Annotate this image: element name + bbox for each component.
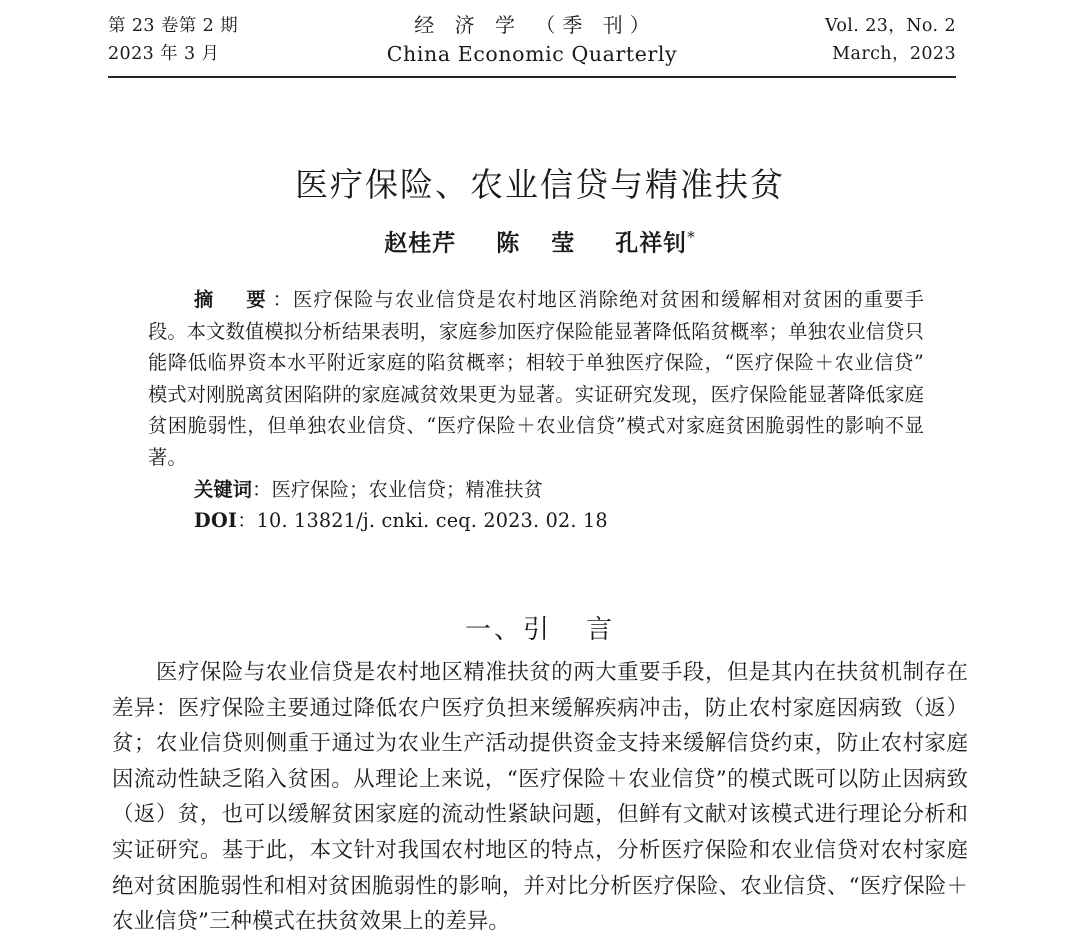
author-name-1: 赵桂芹 bbox=[384, 229, 457, 257]
keywords-value: 医疗保险；农业信贷；精准扶贫 bbox=[271, 477, 543, 501]
article-title: 医疗保险、农业信贷与精准扶贫 bbox=[295, 165, 785, 205]
doi-value: 10. 13821/j. cnki. ceq. 2023. 02. 18 bbox=[256, 508, 608, 532]
body-paragraph-1: 医疗保险与农业信贷是农村地区精准扶贫的两大重要手段，但是其内在扶贫机制存在差异：医疗保险主要通过降低农户医疗负担来缓解疾病冲击，防止农村家庭因病致（返）贫；农业信贷则侧重于通过为农业生产活动提供资金支持来缓解信贷约束，防止农村家庭因流动性缺乏陷入贫困。从理论上来说，“医疗保险＋农业信贷”的模式既可以防止因病致（返）贫，也可以缓解贫困家庭的流动性紧缺问题，但鲜有文献对该模式进行理论分析和实证研究。基于此，本文针对我国农村地区的特点，分析医疗保险和农业信贷对农村家庭绝对贫困脆弱性和相对贫困脆弱性的影响，并对比分析医疗保险、农业信贷、“医疗保险＋农业信贷”三种模式在扶贫效果上的差异。 bbox=[112, 660, 968, 935]
abstract-label: 摘 要 bbox=[194, 288, 273, 311]
body-text-block bbox=[112, 655, 968, 940]
author-name-3: 孔祥钊 bbox=[615, 229, 688, 257]
section-heading-introduction bbox=[0, 614, 1080, 648]
masthead-divider-rule bbox=[108, 76, 956, 78]
abstract-paragraph bbox=[148, 284, 924, 474]
doi-label: DOI bbox=[194, 508, 238, 532]
keywords-line bbox=[148, 474, 924, 505]
doi-line bbox=[148, 505, 924, 536]
author-name-2-surname: 陈 bbox=[496, 229, 521, 257]
section-heading-label: 言 bbox=[586, 614, 616, 645]
author-name-2-given: 莹 bbox=[551, 229, 576, 257]
doi-colon: ： bbox=[237, 508, 257, 532]
masthead-issue-info-en bbox=[746, 12, 956, 69]
abstract-colon: ： bbox=[272, 288, 293, 311]
masthead-volume-issue-en: Vol. 23，No. 2 bbox=[824, 16, 956, 36]
author-footnote-marker: * bbox=[687, 228, 696, 246]
masthead-issue-info bbox=[108, 12, 318, 69]
author-list bbox=[0, 228, 1080, 259]
keywords-label: 关键词 bbox=[194, 477, 253, 501]
abstract-text: 医疗保险与农业信贷是农村地区消除绝对贫困和缓解相对贫困的重要手段。本文数值模拟分析结果表明，家庭参加医疗保险能显著降低陷贫概率；单独农业信贷只能降低临界资本水平附近家庭的陷贫概率；相较于单独医疗保险，“医疗保险＋农业信贷”模式对刚脱离贫困陷阱的家庭减贫效果更为显著。实证研究发现，医疗保险能显著降低家庭贫困脆弱性，但单独农业信贷、“医疗保险＋农业信贷”模式对家庭贫困脆弱性的影响不显著。 bbox=[148, 288, 925, 469]
masthead-volume-issue-cn: 第 23 卷第 2 期 bbox=[108, 16, 239, 36]
journal-title-block bbox=[318, 11, 746, 69]
journal-title-cn: 经 济 学 （季 刊） bbox=[414, 13, 657, 37]
journal-title-en: China Economic Quarterly bbox=[386, 42, 678, 66]
section-heading-number: 一、引 bbox=[464, 614, 552, 645]
masthead-date-en: March，2023 bbox=[832, 44, 956, 65]
abstract-block bbox=[148, 284, 924, 536]
masthead-date-cn: 2023 年 3 月 bbox=[108, 44, 220, 65]
page-masthead bbox=[108, 12, 956, 69]
keywords-colon: ： bbox=[252, 477, 272, 501]
